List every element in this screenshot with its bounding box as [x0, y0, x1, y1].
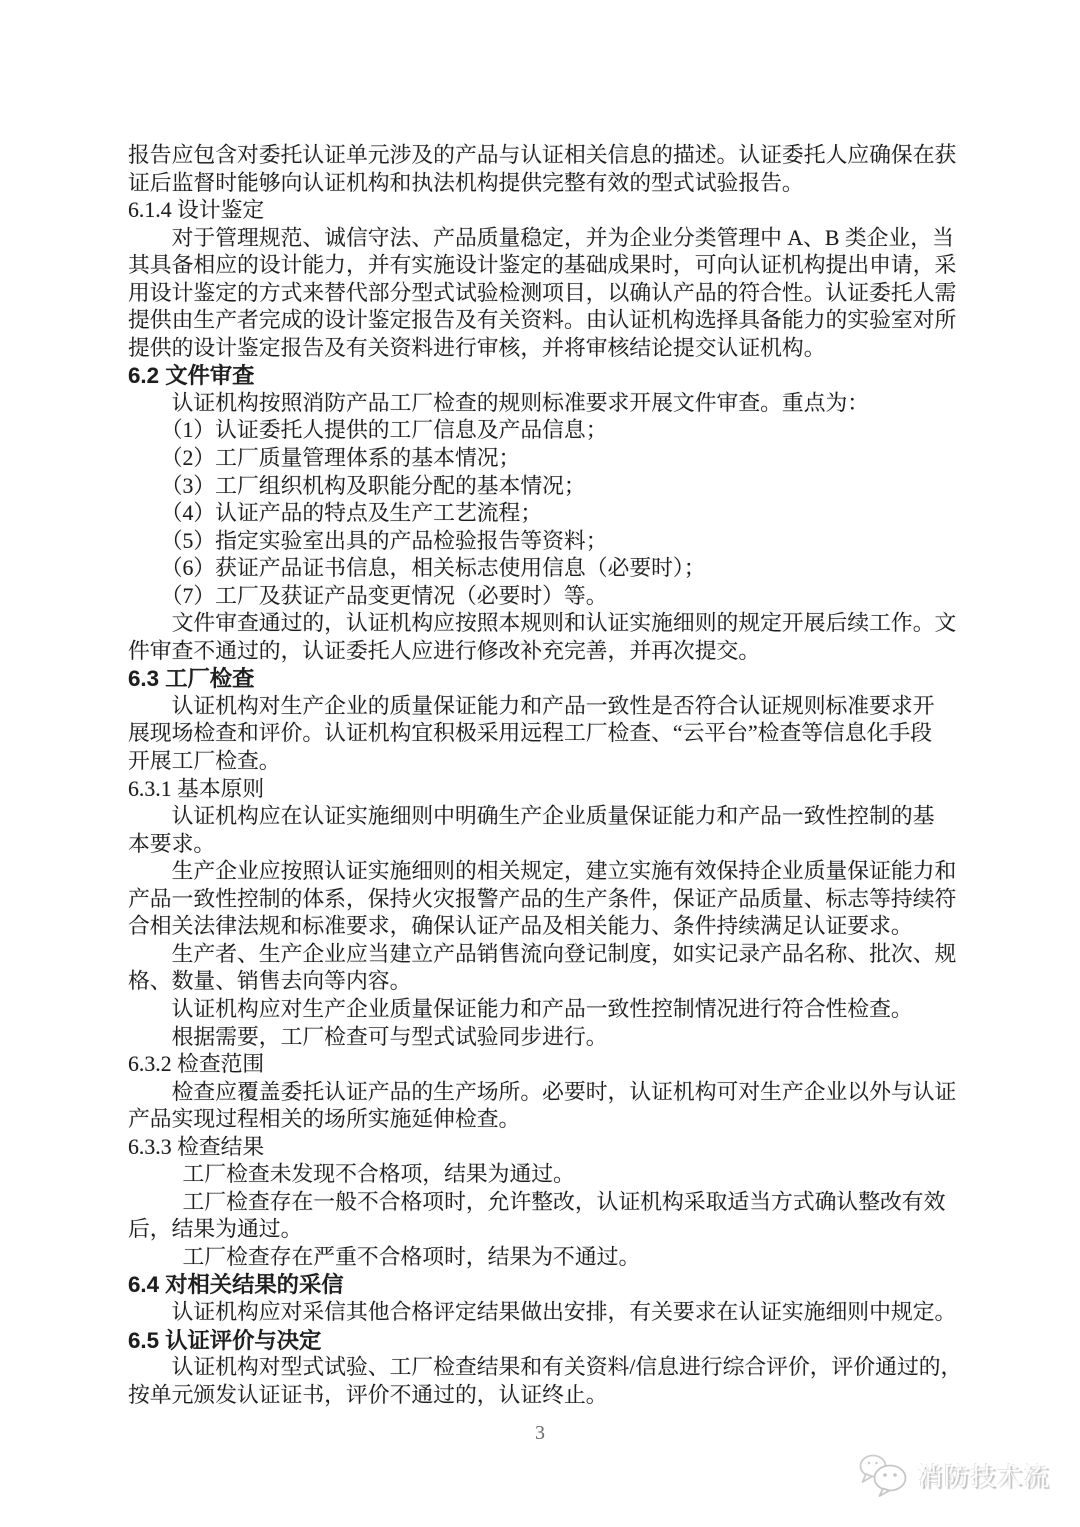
section-heading-6-1-4: 6.1.4 设计鉴定	[128, 198, 265, 223]
section-heading-6-5: 6.5 认证评价与决定	[128, 1327, 322, 1353]
text-line: 认证机构对型式试验、工厂检查结果和有关资料/信息进行综合评价，评价通过的，	[171, 1355, 963, 1380]
text-line: 对于管理规范、诚信守法、产品质量稳定，并为企业分类管理中 A、B 类企业，当	[171, 225, 954, 250]
wechat-speech-bubbles-icon	[858, 1452, 910, 1498]
text-line: 工厂检查未发现不合格项，结果为通过。	[182, 1162, 575, 1187]
document-body	[128, 142, 963, 1409]
text-line: （6）获证产品证书信息，相关标志使用信息（必要时）；	[160, 556, 706, 581]
section-heading-6-4: 6.4 对相关结果的采信	[128, 1272, 344, 1298]
text-line: （2）工厂质量管理体系的基本情况；	[160, 446, 521, 471]
text-line: 证后监督时能够向认证机构和执法机构提供完整有效的型式试验报告。	[128, 170, 804, 195]
text-line: 工厂检查存在严重不合格项时，结果为不通过。	[182, 1244, 641, 1269]
text-line: 用设计鉴定的方式来替代部分型式试验检测项目，以确认产品的符合性。认证委托人需	[128, 280, 957, 305]
text-line: 产品一致性控制的体系，保持火灾报警产品的生产条件，保证产品质量、标志等持续符	[128, 886, 957, 911]
watermark	[858, 1452, 1050, 1498]
text-line: 认证机构应对采信其他合格评定结果做出安排，有关要求在认证实施细则中规定。	[171, 1299, 957, 1324]
text-line: （7）工厂及获证产品变更情况（必要时）等。	[160, 583, 608, 608]
text-line: 提供的设计鉴定报告及有关资料进行审核，并将审核结论提交认证机构。	[128, 335, 826, 360]
text-line: 开展工厂检查。	[128, 749, 281, 774]
text-line: 报告应包含对委托认证单元涉及的产品与认证相关信息的描述。认证委托人应确保在获	[128, 143, 957, 167]
text-line: （1）认证委托人提供的工厂信息及产品信息；	[160, 418, 608, 443]
page-number: 3	[535, 1422, 545, 1444]
section-heading-6-2: 6.2 文件审查	[128, 363, 255, 389]
text-line: 根据需要，工厂检查可与型式试验同步进行。	[171, 1024, 608, 1049]
text-line: 其具备相应的设计能力，并有实施设计鉴定的基础成果时，可向认证机构提出申请，采	[128, 253, 957, 278]
section-heading-6-3-3: 6.3.3 检查结果	[128, 1134, 265, 1159]
section-heading-6-3-2: 6.3.2 检查范围	[128, 1052, 265, 1077]
section-heading-6-3-1: 6.3.1 基本原则	[128, 776, 265, 801]
text-line: 生产者、生产企业应当建立产品销售流向登记制度，如实记录产品名称、批次、规	[171, 941, 957, 966]
text-line: 提供由生产者完成的设计鉴定报告及有关资料。由认证机构选择具备能力的实验室对所	[128, 308, 957, 333]
text-line: 生产企业应按照认证实施细则的相关规定，建立实施有效保持企业质量保证能力和	[171, 859, 957, 884]
text-line: 检查应覆盖委托认证产品的生产场所。必要时，认证机构可对生产企业以外与认证	[171, 1079, 957, 1104]
text-line: （3）工厂组织机构及职能分配的基本情况；	[160, 473, 586, 498]
text-line: 认证机构按照消防产品工厂检查的规则标准要求开展文件审查。重点为：	[171, 390, 870, 415]
text-line: 展现场检查和评价。认证机构宜积极采用远程工厂检查、“云平台”检查等信息化手段	[128, 721, 933, 746]
text-line: 本要求。	[128, 831, 216, 856]
text-line: 工厂检查存在一般不合格项时，允许整改，认证机构采取适当方式确认整改有效	[182, 1189, 946, 1214]
text-line: 合相关法律法规和标准要求，确保认证产品及相关能力、条件持续满足认证要求。	[128, 914, 913, 939]
text-line: 后，结果为通过。	[128, 1217, 303, 1242]
text-line: （5）指定实验室出具的产品检验报告等资料；	[160, 528, 608, 553]
text-line: 按单元颁发认证证书，评价不通过的，认证终止。	[128, 1382, 608, 1407]
text-line: 文件审查通过的，认证机构应按照本规则和认证实施细则的规定开展后续工作。文	[171, 611, 957, 636]
section-heading-6-3: 6.3 工厂检查	[128, 666, 255, 692]
text-line: 件审查不通过的，认证委托人应进行修改补充完善，并再次提交。	[128, 638, 761, 663]
watermark-text: 消防技术流	[917, 1463, 1050, 1491]
text-line: 格、数量、销售去向等内容。	[128, 969, 412, 994]
text-line: 认证机构应对生产企业质量保证能力和产品一致性控制情况进行符合性检查。	[171, 996, 913, 1021]
text-line: 认证机构应在认证实施细则中明确生产企业质量保证能力和产品一致性控制的基	[171, 804, 935, 829]
text-line: 产品实现过程相关的场所实施延伸检查。	[128, 1107, 521, 1132]
text-line: （4）认证产品的特点及生产工艺流程；	[160, 501, 543, 526]
text-line: 认证机构对生产企业的质量保证能力和产品一致性是否符合认证规则标准要求开	[171, 693, 935, 718]
